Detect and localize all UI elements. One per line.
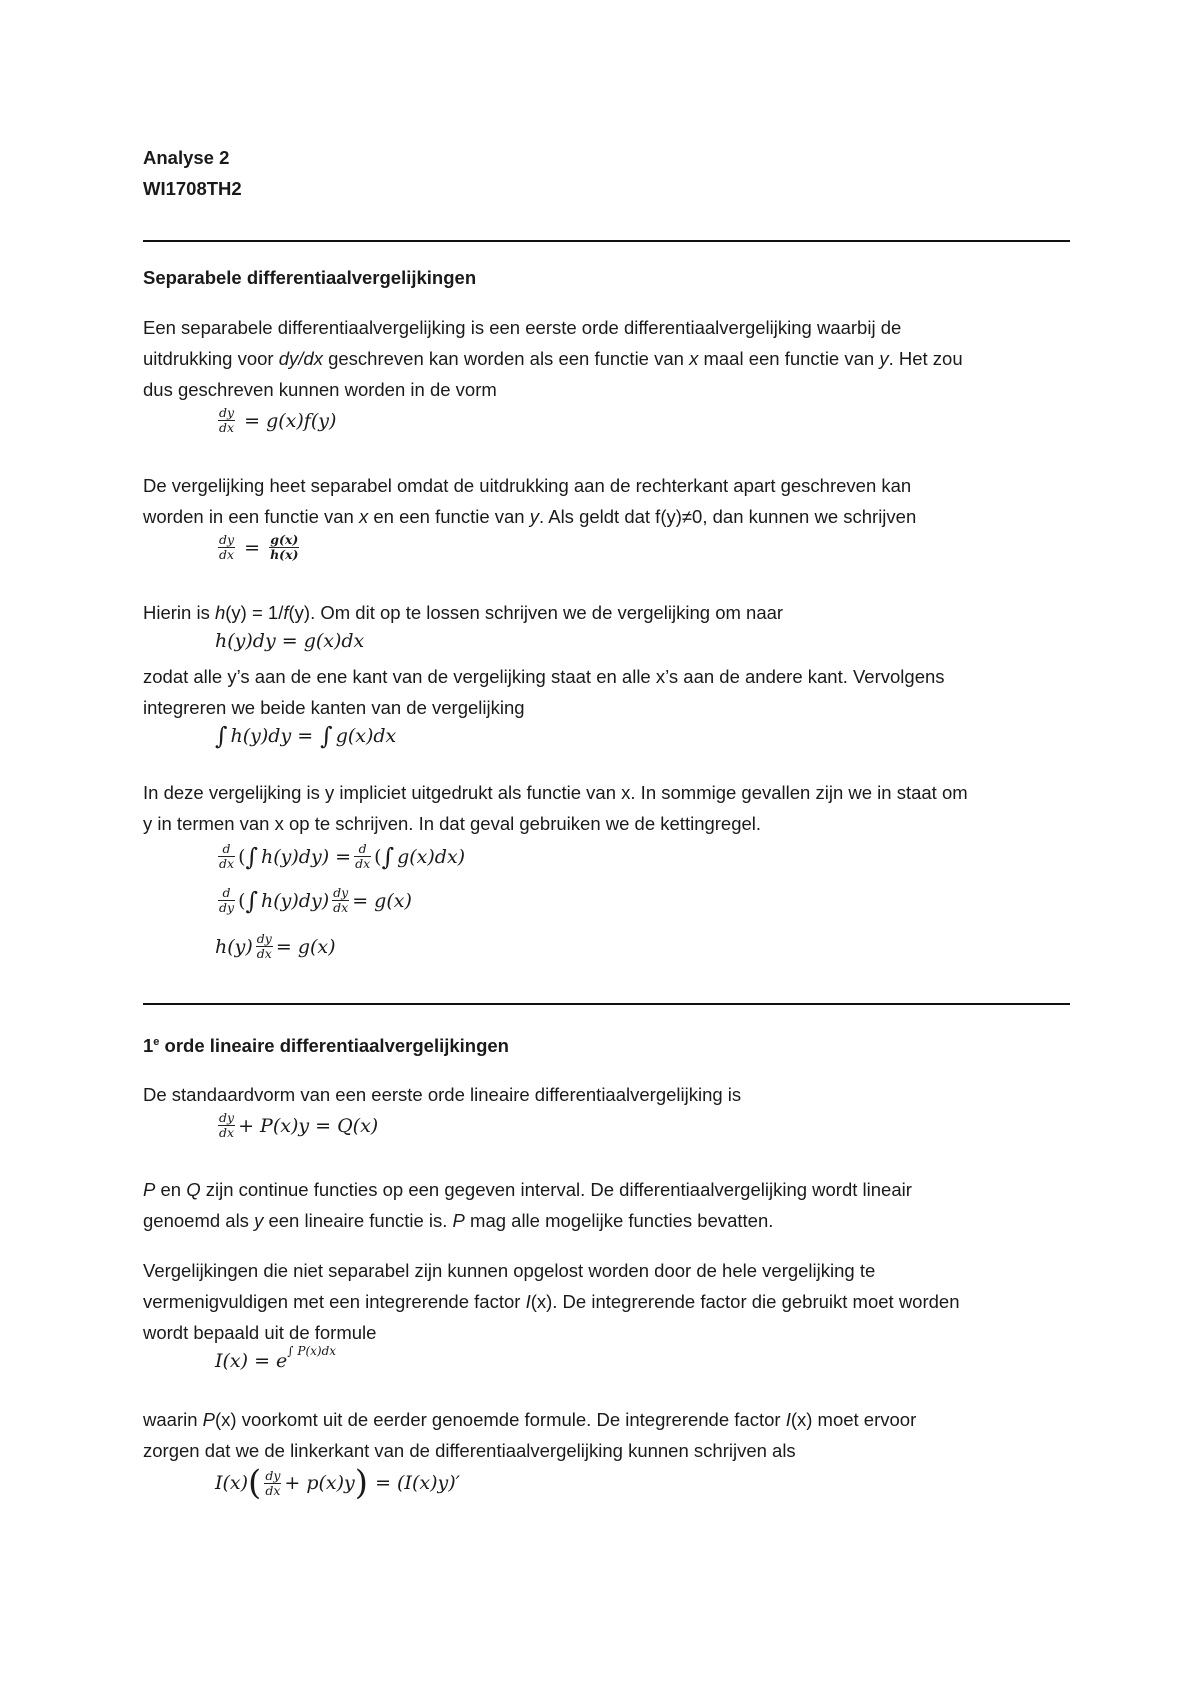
paragraph-line: De standaardvorm van een eerste orde lineaire differentiaalvergelijking is	[143, 1084, 742, 1105]
fraction-d-dx: $\frac{d}{dx}$	[219, 841, 235, 871]
fraction-g-over-h: $\frac{g(x)}{h(x)}$	[270, 532, 299, 562]
equation-chain-rule-1: $\frac{d}{dx}$ ( ∫ h(y)dy) = $\frac{d}{dx}$ ( ∫ g(x)dx)	[219, 841, 466, 871]
equation-chain-rule-2: $\frac{d}{dy}$ ( ∫ h(y)dy) $\frac{dy}{dx}$ = g(x)	[219, 885, 412, 915]
equation-integral: ∫ h(y)dy = ∫ g(x)dx	[215, 722, 397, 750]
fraction-dy-dx: $\frac{dy}{dx}$	[219, 1110, 235, 1140]
section-title-separable: Separabele differentiaalvergelijkingen	[143, 267, 477, 288]
equation-separable-form: $\frac{dy}{dx}$ = g(x)f(y)	[219, 405, 337, 435]
fraction-d-dx: $\frac{d}{dx}$	[355, 841, 371, 871]
paragraph-line: waarin P(x) voorkomt uit de eerder genoemde formule. De integrerende factor I(x) moet ervoor	[143, 1409, 917, 1430]
equation-differential-form: h(y)dy = g(x)dx	[215, 630, 365, 652]
paragraph-line: dus geschreven kunnen worden in de vorm	[143, 379, 497, 400]
paragraph-line: Een separabele differentiaalvergelijking is een eerste orde differentiaalvergelijking waarbij de	[143, 317, 902, 338]
equation-integrating-factor: I(x) = e ∫ P(x)dx	[215, 1344, 337, 1372]
paragraph-line: genoemd als y een lineaire functie is. P mag alle mogelijke functies bevatten.	[143, 1210, 774, 1231]
divider	[143, 1003, 1070, 1005]
equation-standard-form: $\frac{dy}{dx}$ + P(x)y = Q(x)	[219, 1110, 379, 1140]
equation-chain-rule-3: h(y) $\frac{dy}{dx}$ = g(x)	[215, 931, 336, 961]
paragraph-line: Hierin is h(y) = 1/f(y). Om dit op te lossen schrijven we de vergelijking om naar	[143, 602, 784, 623]
paragraph-line: uitdrukking voor dy/dx geschreven kan worden als een functie van x maal een functie van y. Het zou	[143, 348, 963, 369]
course-code: WI1708TH2	[143, 178, 242, 199]
paragraph-line: zodat alle y’s aan de ene kant van de vergelijking staat en alle x’s aan de andere kant. Vervolgens	[143, 666, 945, 687]
paragraph-line: De vergelijking heet separabel omdat de uitdrukking aan de rechterkant apart geschreven kan	[143, 475, 912, 496]
fraction-dy-dx: $\frac{dy}{dx}$	[256, 931, 272, 961]
paragraph-line: vermenigvuldigen met een integrerende factor I(x). De integrerende factor die gebruikt moet worden	[143, 1291, 960, 1312]
equation-separated-fraction: $\frac{dy}{dx}$ = $\frac{g(x)}{h(x)}$	[219, 532, 299, 562]
course-title: Analyse 2	[143, 147, 230, 168]
paragraph-line: Vergelijkingen die niet separabel zijn kunnen opgelost worden door de hele vergelijking te	[143, 1260, 876, 1281]
paragraph-line: integreren we beide kanten van de vergelijking	[143, 697, 525, 718]
paragraph-line: P en Q zijn continue functies op een gegeven interval. De differentiaalvergelijking wordt lineair	[143, 1179, 912, 1200]
section-title-linear: 1e orde lineaire differentiaalvergelijkingen	[143, 1035, 509, 1057]
fraction-dy-dx: $\frac{dy}{dx}$	[265, 1467, 281, 1498]
paragraph-line: worden in een functie van x en een functie van y. Als geldt dat f(y)≠0, dan kunnen we schrijven	[143, 506, 917, 527]
paragraph-line: zorgen dat we de linkerkant van de differentiaalvergelijking kunnen schrijven als	[143, 1440, 796, 1461]
fraction-d-dy: $\frac{d}{dy}$	[219, 885, 235, 915]
equation-product-form: I(x) ( $\frac{dy}{dx}$ + p(x)y ) = (I(x)y)′	[215, 1463, 460, 1503]
paragraph-line: wordt bepaald uit de formule	[143, 1322, 377, 1343]
divider	[143, 240, 1070, 242]
fraction-dy-dx: $\frac{dy}{dx}$	[219, 532, 235, 562]
fraction-dy-dx: $\frac{dy}{dx}$	[333, 885, 349, 915]
paragraph-line: In deze vergelijking is y impliciet uitgedrukt als functie van x. In sommige gevallen zijn we in staat om	[143, 782, 968, 803]
paragraph-line: y in termen van x op te schrijven. In dat geval gebruiken we de kettingregel.	[143, 813, 762, 834]
fraction-dy-dx: $\frac{dy}{dx}$	[219, 405, 235, 435]
